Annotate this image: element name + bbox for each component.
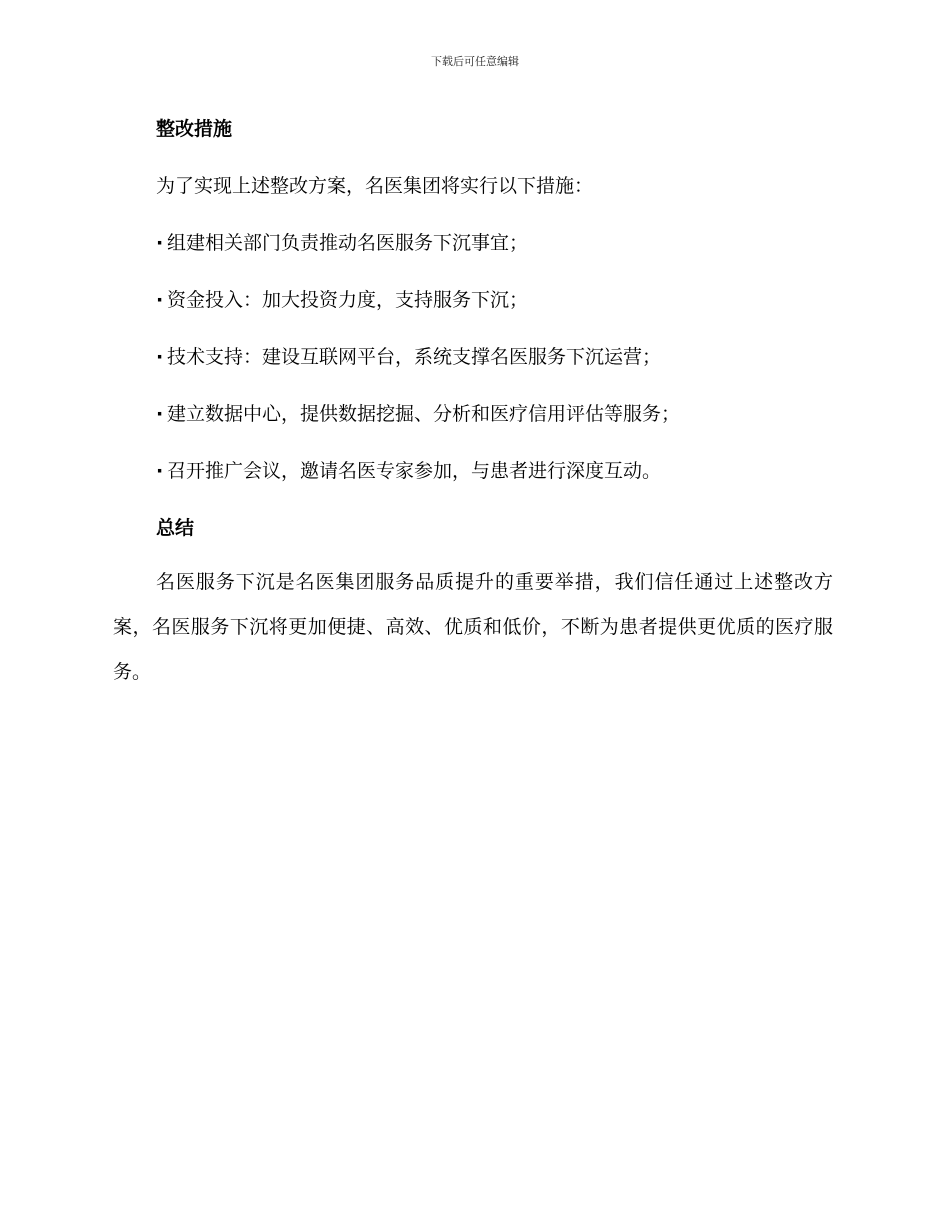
list-item-text: 建立数据中心，提供数据挖掘、分析和医疗信用评估等服务；	[167, 403, 681, 425]
list-item-text: 技术支持：建设互联网平台，系统支撑名医服务下沉运营；	[167, 346, 662, 368]
document-body	[113, 113, 833, 695]
bullet-point: ·	[156, 346, 164, 368]
list-item	[113, 284, 833, 316]
measures-list	[113, 227, 833, 487]
measures-intro: 为了实现上述整改方案，名医集团将实行以下措施：	[156, 175, 594, 197]
list-item-text: 召开推广会议，邀请名医专家参加，与患者进行深度互动。	[167, 460, 662, 482]
list-item-text: 资金投入：加大投资力度，支持服务下沉；	[167, 289, 529, 311]
page-header: 下载后可任意编辑	[431, 55, 519, 68]
summary-paragraph: 名医服务下沉是名医集团服务品质提升的重要举措，我们信任通过上述整改方案，名医服务下沉将更加便捷、高效、优质和低价，不断为患者提供更优质的医疗服务。	[113, 571, 833, 683]
measures-heading: 整改措施	[156, 118, 233, 140]
bullet-point: ·	[156, 460, 164, 482]
list-item-text: 组建相关部门负责推动名医服务下沉事宜；	[167, 232, 529, 254]
bullet-point: ·	[156, 232, 164, 254]
list-item	[113, 227, 833, 259]
bullet-point: ·	[156, 403, 164, 425]
bullet-point: ·	[156, 289, 164, 311]
summary-heading: 总结	[156, 517, 195, 539]
list-item	[113, 341, 833, 373]
list-item	[113, 398, 833, 430]
list-item	[113, 455, 833, 487]
